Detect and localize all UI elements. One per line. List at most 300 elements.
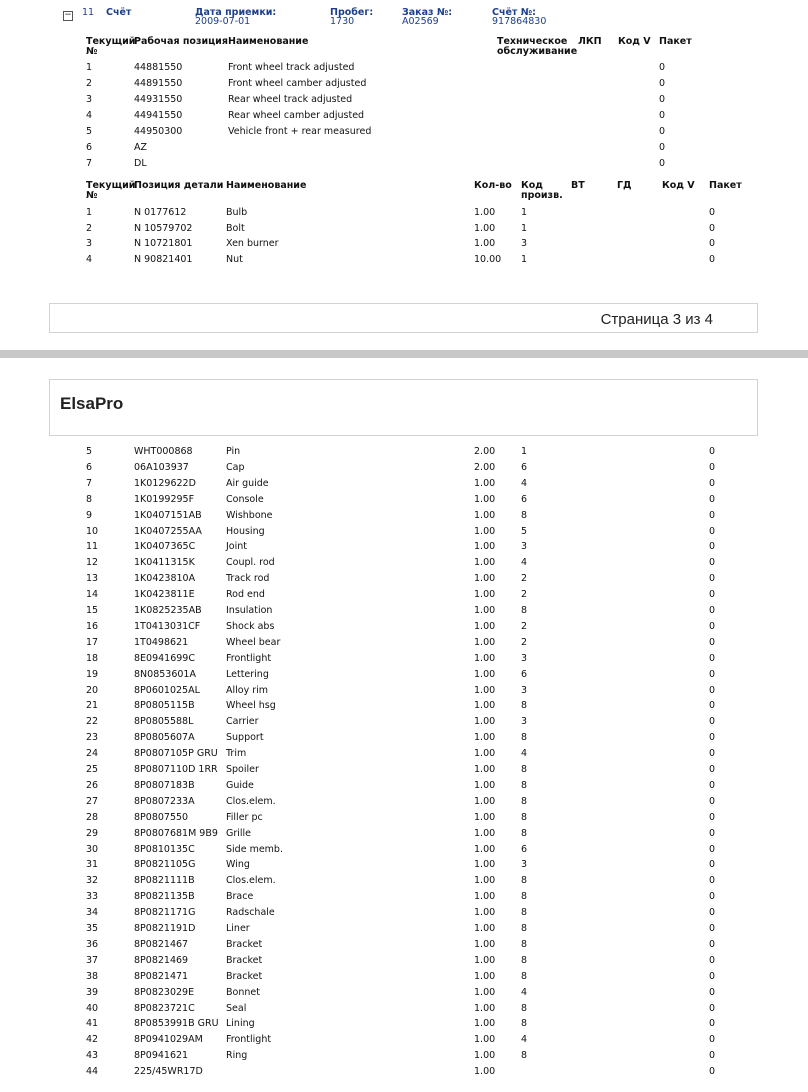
- cell-position: 8P0805115B: [134, 700, 195, 712]
- parts-header-gd: ГД: [617, 180, 632, 191]
- cell-package: 0: [709, 907, 716, 919]
- cell-package: 0: [659, 78, 666, 89]
- table-row: [0, 955, 808, 971]
- cell-name: Trim: [226, 748, 247, 760]
- page-footer: [49, 303, 758, 333]
- cell-name: Frontlight: [226, 652, 272, 664]
- cell-package: 0: [709, 477, 716, 489]
- cell-package: 0: [709, 923, 716, 934]
- cell-num: 7: [86, 477, 93, 489]
- cell-num: 9: [86, 509, 93, 521]
- cell-qty: 1.00: [474, 1018, 496, 1030]
- cell-mfr-code: 1: [521, 446, 528, 457]
- cell-qty: 1.00: [474, 764, 496, 775]
- cell-name: Air guide: [226, 477, 269, 489]
- invoice-title: Счёт: [106, 7, 132, 18]
- date-label: Дата приемки:: [195, 7, 277, 18]
- cell-name: Bracket: [226, 954, 263, 966]
- table-row: [0, 987, 808, 1003]
- cell-package: 0: [709, 446, 716, 457]
- cell-package: 0: [709, 875, 716, 887]
- cell-qty: 1.00: [474, 843, 496, 855]
- cell-name: Joint: [226, 541, 247, 553]
- cell-name: Lining: [226, 1018, 255, 1030]
- cell-name: Xen burner: [226, 238, 279, 250]
- cell-num: 6: [86, 461, 93, 473]
- labor-header-package: Пакет: [659, 36, 692, 47]
- cell-mfr-code: 8: [521, 700, 528, 712]
- cell-mfr-code: 8: [521, 811, 528, 823]
- cell-name: Radschale: [226, 907, 275, 919]
- cell-position: 44941550: [134, 110, 183, 121]
- cell-qty: 1.00: [474, 589, 496, 601]
- table-row: [0, 780, 808, 796]
- cell-num: 3: [86, 94, 93, 105]
- cell-position: 8P0821135B: [134, 891, 195, 903]
- collapse-toggle-icon[interactable]: −: [64, 10, 72, 20]
- table-row: [0, 573, 808, 589]
- cell-num: 1: [86, 62, 93, 73]
- cell-qty: 1.00: [474, 811, 496, 823]
- table-row: [0, 478, 808, 494]
- cell-name: Wheel bear: [226, 636, 281, 648]
- cell-num: 36: [86, 938, 99, 950]
- cell-mfr-code: 8: [521, 764, 528, 775]
- cell-qty: 1.00: [474, 732, 496, 744]
- cell-name: Bonnet: [226, 986, 260, 998]
- cell-num: 21: [86, 700, 99, 712]
- cell-qty: 1.00: [474, 923, 496, 934]
- cell-mfr-code: 8: [521, 891, 528, 903]
- cell-name: Rear wheel camber adjusted: [228, 110, 365, 121]
- cell-name: Wheel hsg: [226, 700, 276, 712]
- cell-name: Wing: [226, 859, 250, 871]
- cell-num: 7: [86, 158, 93, 169]
- cell-name: Coupl. rod: [226, 557, 275, 569]
- cell-position: 1K0129622D: [134, 477, 196, 489]
- parts-header-vt: ВТ: [571, 180, 585, 191]
- table-row: [0, 78, 808, 94]
- cell-name: Seal: [226, 1002, 247, 1014]
- cell-name: Wishbone: [226, 509, 273, 521]
- cell-mfr-code: 4: [521, 986, 528, 998]
- cell-name: Front wheel camber adjusted: [228, 78, 367, 89]
- table-row: [0, 939, 808, 955]
- cell-package: 0: [709, 811, 716, 823]
- cell-mfr-code: 6: [521, 461, 528, 473]
- cell-num: 32: [86, 875, 99, 887]
- order-label: Заказ №:: [402, 7, 453, 18]
- labor-header-lkp: ЛКП: [578, 36, 602, 47]
- table-row: [0, 875, 808, 891]
- cell-name: Support: [226, 732, 264, 744]
- cell-name: Front wheel track adjusted: [228, 62, 355, 73]
- cell-position: 1K0825235AB: [134, 605, 202, 616]
- cell-position: N 90821401: [134, 254, 193, 266]
- cell-qty: 1.00: [474, 652, 496, 664]
- table-row: [0, 844, 808, 860]
- cell-qty: 1.00: [474, 970, 496, 982]
- cell-package: 0: [659, 94, 666, 105]
- cell-mfr-code: 8: [521, 779, 528, 791]
- cell-name: Rear wheel track adjusted: [228, 94, 353, 105]
- cell-mfr-code: 8: [521, 509, 528, 521]
- cell-position: 1T0413031CF: [134, 620, 201, 632]
- cell-position: 8P0601025AL: [134, 684, 200, 696]
- cell-mfr-code: 8: [521, 907, 528, 919]
- cell-qty: 1.00: [474, 605, 496, 616]
- cell-position: 1K0199295F: [134, 493, 195, 505]
- cell-name: Bulb: [226, 207, 248, 218]
- cell-num: 10: [86, 525, 99, 537]
- cell-position: 8P0821191D: [134, 923, 196, 934]
- cell-num: 14: [86, 589, 99, 601]
- cell-position: 8N0853601A: [134, 668, 196, 680]
- table-row: [0, 621, 808, 637]
- cell-package: 0: [709, 748, 716, 760]
- table-row: [0, 223, 808, 239]
- table-row: [0, 828, 808, 844]
- cell-qty: 1.00: [474, 795, 496, 807]
- cell-package: 0: [709, 589, 716, 601]
- cell-position: 44881550: [134, 62, 183, 73]
- cell-name: Liner: [226, 923, 250, 934]
- invoice-number-label: Счёт №:: [492, 7, 536, 18]
- cell-mfr-code: 8: [521, 1002, 528, 1014]
- table-row: [0, 541, 808, 557]
- cell-mfr-code: 4: [521, 557, 528, 569]
- cell-num: 35: [86, 923, 99, 934]
- table-row: [0, 812, 808, 828]
- cell-mfr-code: 8: [521, 605, 528, 616]
- cell-qty: 1.00: [474, 541, 496, 553]
- cell-package: 0: [709, 1066, 716, 1078]
- cell-package: 0: [709, 795, 716, 807]
- cell-position: 06A103937: [134, 461, 189, 473]
- cell-position: 1K0407255AA: [134, 525, 202, 537]
- cell-qty: 1.00: [474, 207, 496, 218]
- date-value: 2009-07-01: [195, 16, 251, 27]
- table-row: [0, 907, 808, 923]
- cell-num: 6: [86, 142, 93, 153]
- cell-qty: 1.00: [474, 748, 496, 760]
- table-row: [0, 891, 808, 907]
- cell-mfr-code: 3: [521, 652, 528, 664]
- parts-header-qty: Кол-во: [474, 180, 512, 191]
- page-divider: [0, 350, 808, 358]
- table-row: [0, 605, 808, 621]
- invoice-index: 11: [82, 7, 95, 18]
- table-row: [0, 796, 808, 812]
- cell-position: 1K0407365C: [134, 541, 196, 553]
- cell-package: 0: [709, 668, 716, 680]
- cell-num: 44: [86, 1066, 99, 1078]
- cell-package: 0: [659, 142, 666, 153]
- cell-position: 8P0941621: [134, 1050, 189, 1062]
- cell-name: Guide: [226, 779, 254, 791]
- cell-mfr-code: 6: [521, 668, 528, 680]
- cell-position: N 10579702: [134, 222, 193, 234]
- cell-name: Alloy rim: [226, 684, 269, 696]
- cell-qty: 1.00: [474, 986, 496, 998]
- cell-num: 1: [86, 207, 93, 218]
- cell-num: 15: [86, 605, 99, 616]
- table-row: [0, 462, 808, 478]
- cell-mfr-code: 8: [521, 970, 528, 982]
- cell-mfr-code: 1: [521, 222, 528, 234]
- cell-mfr-code: 4: [521, 1034, 528, 1046]
- cell-mfr-code: 8: [521, 954, 528, 966]
- cell-package: 0: [709, 891, 716, 903]
- cell-name: Rod end: [226, 589, 265, 601]
- cell-qty: 1.00: [474, 938, 496, 950]
- table-row: [0, 238, 808, 254]
- cell-position: 8P0821171G: [134, 907, 196, 919]
- cell-package: 0: [709, 986, 716, 998]
- cell-position: 8P0823029E: [134, 986, 195, 998]
- table-row: [0, 446, 808, 462]
- cell-package: 0: [709, 636, 716, 648]
- cell-position: 8P0805588L: [134, 716, 194, 728]
- cell-name: Bracket: [226, 970, 263, 982]
- table-row: [0, 207, 808, 223]
- cell-num: 30: [86, 843, 99, 855]
- table-row: [0, 1034, 808, 1050]
- cell-package: 0: [709, 732, 716, 744]
- parts-header-code-v: Код V: [662, 180, 695, 191]
- labor-header-service: Техническое обслуживание: [497, 36, 578, 57]
- cell-package: 0: [709, 700, 716, 712]
- table-row: [0, 923, 808, 939]
- cell-name: Insulation: [226, 605, 273, 616]
- table-row: [0, 1050, 808, 1066]
- cell-qty: 1.00: [474, 509, 496, 521]
- cell-name: Filler pc: [226, 811, 263, 823]
- cell-name: Vehicle front + rear measured: [228, 126, 372, 137]
- cell-num: 24: [86, 748, 99, 760]
- table-row: [0, 669, 808, 685]
- cell-package: 0: [709, 509, 716, 521]
- cell-name: Bolt: [226, 222, 245, 234]
- cell-mfr-code: 8: [521, 923, 528, 934]
- cell-mfr-code: 1: [521, 254, 528, 266]
- cell-mfr-code: 4: [521, 477, 528, 489]
- table-row: [0, 653, 808, 669]
- cell-mfr-code: 2: [521, 620, 528, 632]
- cell-qty: 1.00: [474, 1002, 496, 1014]
- cell-num: 2: [86, 78, 93, 89]
- cell-package: 0: [709, 970, 716, 982]
- cell-name: Track rod: [226, 573, 270, 585]
- cell-package: 0: [709, 859, 716, 871]
- cell-name: Lettering: [226, 668, 269, 680]
- cell-package: 0: [659, 110, 666, 121]
- cell-position: 225/45WR17D: [134, 1066, 203, 1078]
- cell-mfr-code: 6: [521, 493, 528, 505]
- labor-header-position: Рабочая позиция: [134, 36, 228, 47]
- cell-mfr-code: 8: [521, 1050, 528, 1062]
- cell-position: WHT000868: [134, 446, 193, 457]
- table-row: [0, 685, 808, 701]
- table-row: [0, 748, 808, 764]
- table-row: [0, 1003, 808, 1019]
- cell-num: 4: [86, 254, 93, 266]
- parts-header-num: Текущий №: [86, 180, 136, 201]
- cell-num: 41: [86, 1018, 99, 1030]
- cell-name: Nut: [226, 254, 243, 266]
- cell-qty: 1.00: [474, 827, 496, 839]
- cell-package: 0: [709, 1050, 716, 1062]
- cell-position: DL: [134, 158, 147, 169]
- cell-package: 0: [659, 126, 666, 137]
- cell-name: Spoiler: [226, 764, 259, 775]
- table-row: [0, 859, 808, 875]
- cell-qty: 1.00: [474, 859, 496, 871]
- cell-position: 8P0807550: [134, 811, 189, 823]
- cell-qty: 1.00: [474, 573, 496, 585]
- cell-package: 0: [709, 254, 716, 266]
- cell-num: 25: [86, 764, 99, 775]
- cell-qty: 1.00: [474, 716, 496, 728]
- table-row: [0, 494, 808, 510]
- cell-name: Shock abs: [226, 620, 275, 632]
- cell-num: 26: [86, 779, 99, 791]
- cell-mfr-code: 8: [521, 827, 528, 839]
- cell-position: 8P0807110D 1RR: [134, 764, 218, 775]
- table-row: [0, 764, 808, 780]
- cell-num: 8: [86, 493, 93, 505]
- cell-position: 8P0821469: [134, 954, 189, 966]
- cell-qty: 1.00: [474, 636, 496, 648]
- cell-num: 38: [86, 970, 99, 982]
- labor-header-code-v: Код V: [618, 36, 651, 47]
- cell-name: Grille: [226, 827, 252, 839]
- cell-qty: 1.00: [474, 620, 496, 632]
- cell-package: 0: [709, 684, 716, 696]
- cell-position: 8P0821105G: [134, 859, 196, 871]
- cell-num: 37: [86, 954, 99, 966]
- cell-position: 44950300: [134, 126, 183, 137]
- cell-package: 0: [709, 525, 716, 537]
- table-row: [0, 557, 808, 573]
- cell-mfr-code: 2: [521, 589, 528, 601]
- cell-qty: 1.00: [474, 907, 496, 919]
- table-row: [0, 254, 808, 270]
- cell-qty: 1.00: [474, 1034, 496, 1046]
- cell-name: Clos.elem.: [226, 875, 276, 887]
- cell-qty: 10.00: [474, 254, 502, 266]
- cell-package: 0: [709, 652, 716, 664]
- cell-package: 0: [709, 764, 716, 775]
- cell-num: 40: [86, 1002, 99, 1014]
- table-row: [0, 700, 808, 716]
- cell-position: 1K0423810A: [134, 573, 196, 585]
- cell-qty: 1.00: [474, 668, 496, 680]
- cell-num: 3: [86, 238, 93, 250]
- table-row: [0, 971, 808, 987]
- cell-num: 5: [86, 126, 93, 137]
- cell-qty: 1.00: [474, 875, 496, 887]
- cell-num: 12: [86, 557, 99, 569]
- cell-num: 39: [86, 986, 99, 998]
- cell-qty: 1.00: [474, 493, 496, 505]
- cell-name: Clos.elem.: [226, 795, 276, 807]
- table-row: [0, 110, 808, 126]
- cell-position: 8P0821111B: [134, 875, 195, 887]
- cell-name: Side memb.: [226, 843, 283, 855]
- cell-name: Pin: [226, 446, 241, 457]
- order-value: A02569: [402, 16, 439, 27]
- cell-num: 17: [86, 636, 99, 648]
- table-row: [0, 716, 808, 732]
- cell-position: 8P0805607A: [134, 732, 195, 744]
- cell-package: 0: [709, 954, 716, 966]
- cell-position: AZ: [134, 142, 148, 153]
- cell-position: 1T0498621: [134, 636, 189, 648]
- cell-qty: 1.00: [474, 238, 496, 250]
- cell-qty: 1.00: [474, 954, 496, 966]
- cell-position: 8P0823721C: [134, 1002, 195, 1014]
- cell-package: 0: [709, 1002, 716, 1014]
- table-row: [0, 510, 808, 526]
- cell-mfr-code: 4: [521, 748, 528, 760]
- brand-logo: ElsaPro: [60, 394, 124, 413]
- mileage-value: 1730: [330, 16, 355, 27]
- cell-position: 44891550: [134, 78, 183, 89]
- cell-package: 0: [709, 238, 716, 250]
- cell-package: 0: [709, 222, 716, 234]
- cell-num: 2: [86, 222, 93, 234]
- cell-num: 42: [86, 1034, 99, 1046]
- table-row: [0, 637, 808, 653]
- cell-num: 43: [86, 1050, 99, 1062]
- cell-package: 0: [709, 557, 716, 569]
- cell-qty: 1.00: [474, 700, 496, 712]
- cell-package: 0: [709, 716, 716, 728]
- cell-qty: 1.00: [474, 557, 496, 569]
- parts-header-name: Наименование: [226, 180, 307, 191]
- cell-num: 5: [86, 446, 93, 457]
- mileage-label: Пробег:: [330, 7, 374, 18]
- cell-package: 0: [709, 827, 716, 839]
- cell-mfr-code: 8: [521, 875, 528, 887]
- cell-package: 0: [709, 779, 716, 791]
- cell-mfr-code: 3: [521, 716, 528, 728]
- cell-position: N 10721801: [134, 238, 193, 250]
- cell-num: 4: [86, 110, 93, 121]
- cell-package: 0: [709, 1034, 716, 1046]
- cell-name: Frontlight: [226, 1034, 272, 1046]
- cell-package: 0: [709, 938, 716, 950]
- cell-position: N 0177612: [134, 207, 187, 218]
- cell-num: 18: [86, 652, 99, 664]
- table-row: [0, 62, 808, 78]
- cell-mfr-code: 3: [521, 541, 528, 553]
- cell-mfr-code: 8: [521, 795, 528, 807]
- cell-position: 8P0821471: [134, 970, 189, 982]
- cell-mfr-code: 6: [521, 843, 528, 855]
- cell-package: 0: [659, 158, 666, 169]
- cell-name: Console: [226, 493, 264, 505]
- cell-position: 8P0807105P GRU: [134, 748, 218, 760]
- labor-header-name: Наименование: [228, 36, 309, 47]
- cell-num: 31: [86, 859, 99, 871]
- cell-position: 8P0807233A: [134, 795, 195, 807]
- cell-num: 29: [86, 827, 99, 839]
- cell-position: 1K0407151AB: [134, 509, 202, 521]
- cell-position: 8P0941029AM: [134, 1034, 203, 1046]
- cell-position: 1K0411315K: [134, 557, 195, 569]
